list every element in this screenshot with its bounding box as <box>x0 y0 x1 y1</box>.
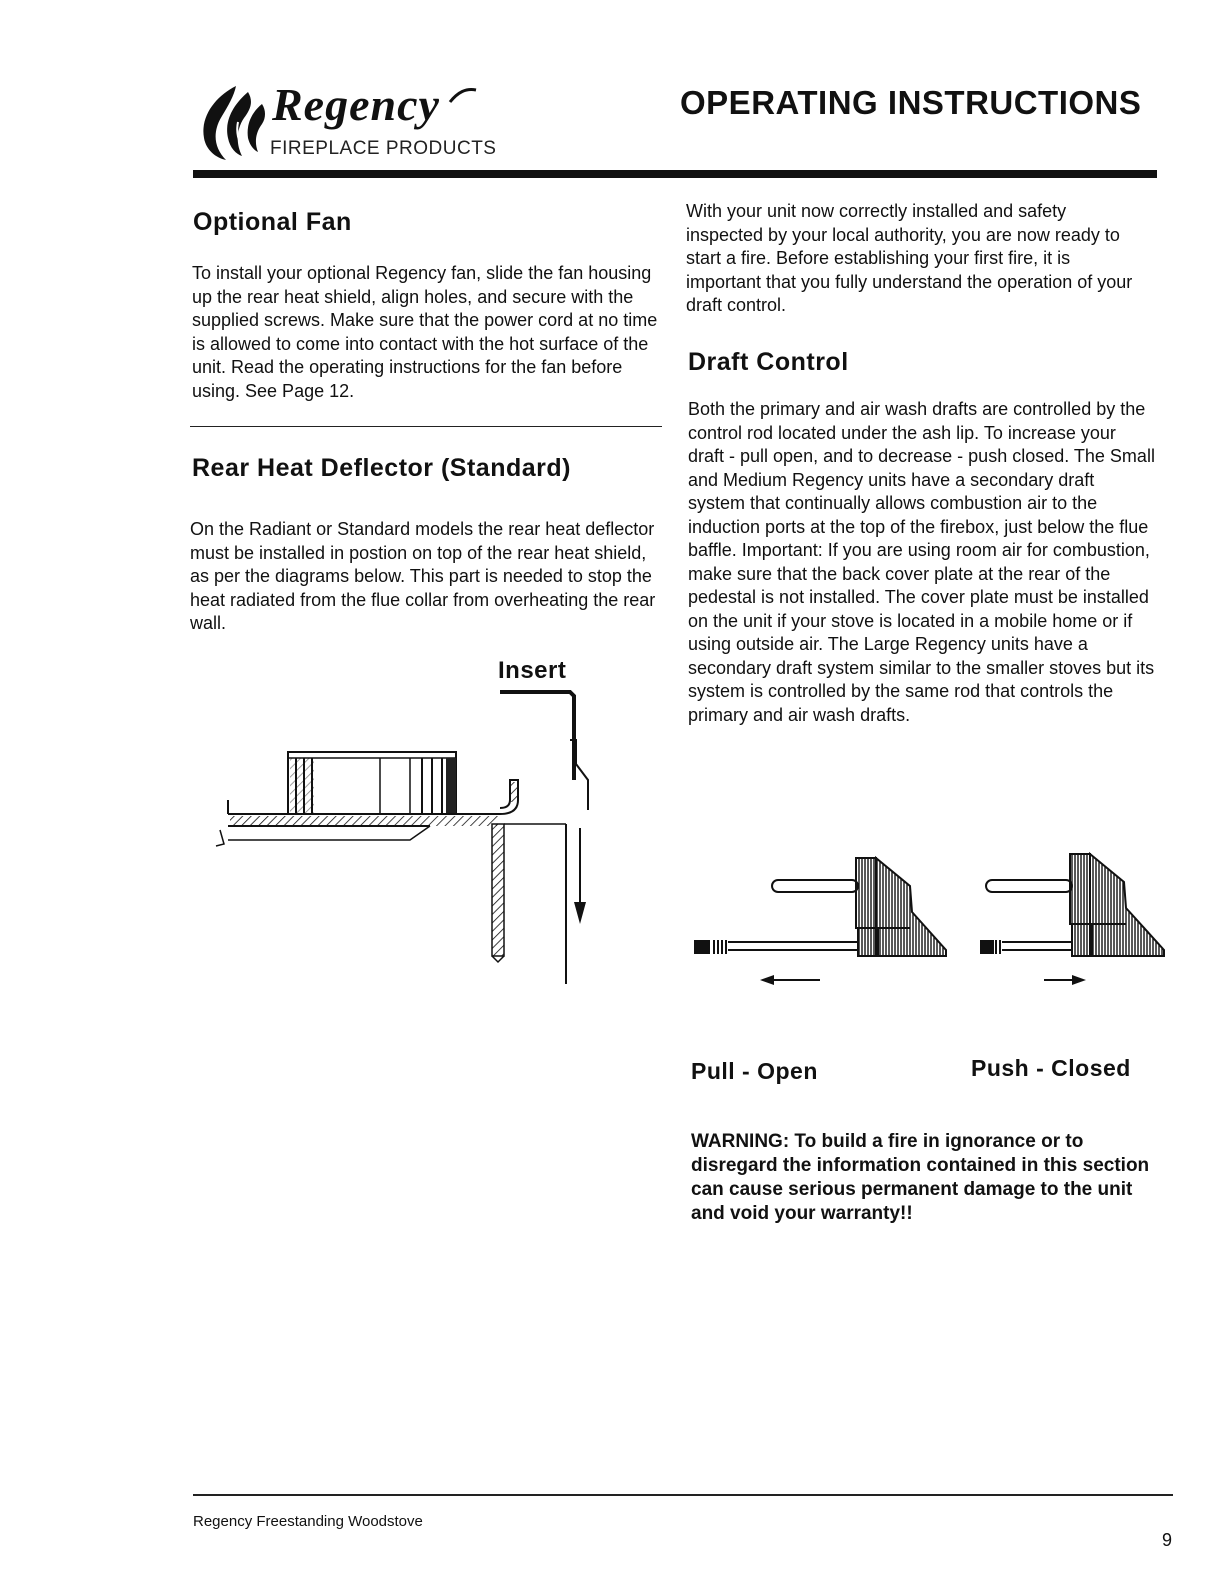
push-arrow-icon <box>1044 975 1086 985</box>
logo-subtitle: FIREPLACE PRODUCTS <box>270 138 497 159</box>
logo-brand: Regency <box>272 79 440 130</box>
draft-control-text: Both the primary and air wash drafts are controlled by the control rod located under the ash lip. To increase your draft - pull open, and to decrease - push closed. The Small and Medium Regency units have a secondary draft system that continually allows combustion air to the induction ports at the top of the firebox, just below the flue baffle. Important: If you are using room air for combustion, make sure that the back cover plate at the rear of the pedestal is not installed. The cover plate must be installed on the unit if your stove is located in a mobile home or if using outside air. The Large Regency units have a secondary draft system similar to the smaller stoves but its system is controlled by the same rod that controls the primary and air wash drafts. <box>688 399 1155 725</box>
push-closed-label: Push - Closed <box>971 1055 1131 1081</box>
pull-arrow-icon <box>760 975 820 985</box>
logo-swash-icon <box>448 86 478 106</box>
intro-text: With your unit now correctly installed and safety inspected by your local authority, you are now ready to start a fire. Before establishing your first fire, it is important that you fully understand the operation of your draft control. <box>686 201 1133 315</box>
section-divider <box>190 426 662 427</box>
page-number: 9 <box>1162 1530 1173 1550</box>
warning-text: WARNING: To build a fire in ignorance or to disregard the information contained in this section can cause serious permanent damage to the unit and void your warranty!! <box>691 1131 1150 1224</box>
insert-label: Insert <box>498 657 567 684</box>
footer-rule <box>193 1494 1173 1496</box>
draft-control-heading: Draft Control <box>688 348 849 376</box>
rear-heat-deflector-text: On the Radiant or Standard models the rear heat deflector must be installed in postion on top of the rear heat shield, as per the diagrams below. This part is needed to stop the heat radiated from the flue collar from overheating the rear wall. <box>190 519 656 633</box>
header-rule <box>193 170 1157 178</box>
flame-logo-icon <box>196 82 270 162</box>
page-title: OPERATING INSTRUCTIONS <box>680 84 1142 121</box>
pull-open-rod-diagram <box>694 858 946 956</box>
rear-heat-deflector-diagram <box>200 680 610 990</box>
footer-title: Regency Freestanding Woodstove <box>193 1513 423 1530</box>
optional-fan-heading: Optional Fan <box>193 208 352 236</box>
rear-heat-deflector-heading: Rear Heat Deflector (Standard) <box>192 454 571 482</box>
pull-open-label: Pull - Open <box>691 1058 818 1084</box>
optional-fan-text: To install your optional Regency fan, slide the fan housing up the rear heat shield, align holes, and secure with the supplied screws. Make sure that the power cord at no time is allowed to come into contact with the hot surface of the unit. Read the operating instructions for the fan before using. See Page 12. <box>192 263 658 401</box>
draft-control-diagram <box>690 850 1170 990</box>
push-closed-rod-diagram <box>980 854 1164 956</box>
